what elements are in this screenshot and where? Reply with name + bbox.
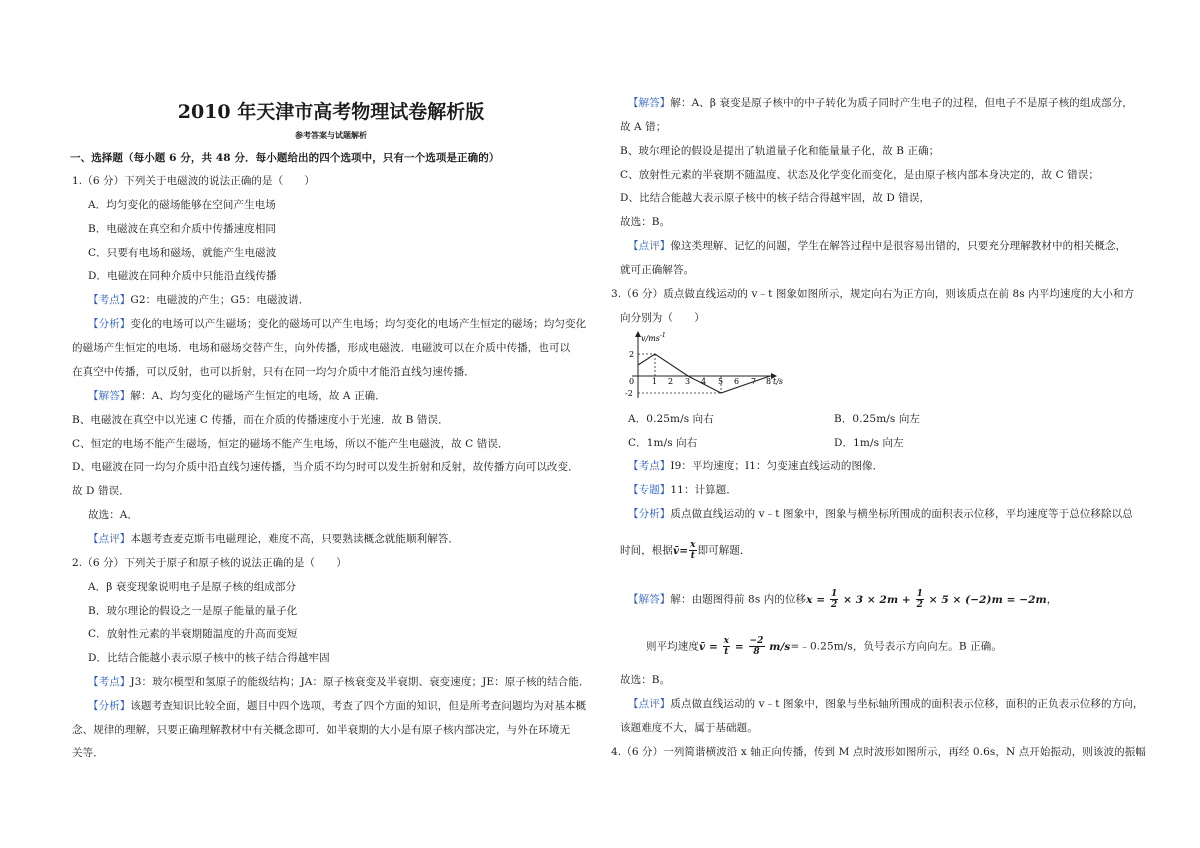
q1-dianping-text: 本题考查麦克斯韦电磁理论，难度不高，只要熟读概念就能顺利解答． [130,533,460,545]
q2-fenxi-line3: 关等． [72,747,104,759]
graph-ytick-2: 2 [629,350,635,359]
q1-option-c: C．只要有电场和磁场，就能产生电磁波 [88,247,277,259]
q3-fenxi-tag: 【分析】 [628,508,671,520]
q2-fenxi-line1: 该题考查知识比较全面，题目中四个选项，考查了四个方面的知识，但是所考查问题均为对基本概 [130,700,587,712]
q3-option-a: A．0.25m/s 向右 [628,413,714,425]
section-heading: 一、选择题（每小题 6 分，共 48 分．每小题给出的四个选项中，只有一个选项是正确的） [70,152,500,164]
q1-fenxi [88,317,586,331]
q1-fenxi-line3: 在真空中传播，可以反射，也可以折射，只有在同一均匀介质中才能沿直线匀速传播． [72,366,475,378]
graph-ytick-neg2: -2 [625,389,633,398]
q2-jieda-line3: B、玻尔理论的假设是提出了轨道量子化和能量量子化，故 B 正确； [620,145,940,157]
q3-option-d: D．1m/s 向左 [834,437,904,449]
graph-xtick-5: 5 [718,377,724,386]
q3-zhuanti-tag: 【专题】 [628,484,671,496]
q3-dianping [628,697,1143,711]
q1-jieda-line2: B、电磁波在真空中以光速 C 传播，而在介质的传播速度小于光速．故 B 错误． [72,414,449,426]
q1-kaodian-tag: 【考点】 [88,294,131,306]
q1-option-a: A．均匀变化的磁场能够在空间产生电场 [88,199,276,211]
q3-jieda-line2-pre: 则平均速度 [646,640,699,653]
q2-kaodian [88,675,590,689]
q2-jieda-tag: 【解答】 [628,97,671,109]
q2-jieda-line2: 故 A 错； [620,121,667,133]
q2-fenxi-tag: 【分析】 [88,700,131,712]
document-subtitle: 参考答案与试题解析 [295,130,367,140]
q2-jieda-line1: 解：A、β 衰变是原子核中的中子转化为质子同时产生电子的过程，但电子不是原子核的组成部分， [670,97,1133,109]
q3-dianping-line1: 质点做直线运动的 v﹣t 图象中，图象与坐标轴所围成的面积表示位移，面积的正负表示位移的方向， [670,698,1144,710]
q2-jieda [628,96,1133,110]
q1-kaodian-text: G2：电磁波的产生；G5：电磁波谱． [130,294,310,306]
q3-stem-line2: 向分别为（ ） [620,312,705,324]
q2-option-a: A．β 衰变现象说明电子是原子核的组成部分 [88,581,297,593]
graph-ytick-0: 0 [629,377,635,386]
q2-dianping-tag: 【点评】 [628,240,671,252]
graph-xtick-3: 3 [685,377,691,386]
vt-graph [626,326,791,402]
q1-fenxi-line2: 的磁场产生恒定的电场．电场和磁场交替产生，向外传播，形成电磁波．电磁波可以在介质中传播，也可以 [72,342,571,354]
q1-jieda-line1: 解：A、均匀变化的磁场产生恒定的电场，故 A 正确． [130,390,386,402]
q3-dianping-line2: 该题难度不大，属于基础题。 [620,722,758,734]
q3-option-b: B．0.25m/s 向左 [834,413,921,425]
q2-stem: 2.（6 分）下列关于原子和原子核的说法正确的是（ ） [72,557,347,569]
q3-option-c: C．1m/s 向右 [628,437,698,449]
graph-xtick-2: 2 [668,377,674,386]
q3-jieda-line2-post: =﹣0.25m/s，负号表示方向向左。B 正确。 [790,640,1002,653]
q1-dianping-tag: 【点评】 [88,533,131,545]
q1-fenxi-tag: 【分析】 [88,318,131,330]
q3-jieda-tag: 【解答】 [628,593,671,606]
velocity-line [638,354,770,393]
q1-jieda [88,389,386,403]
graph-xtick-8: 8 [766,377,772,386]
q3-dianping-tag: 【点评】 [628,698,671,710]
q2-fenxi [88,699,586,713]
avg-velocity-formula: v̄= $\frac{x}{t}$ [673,540,696,561]
q1-jieda-line4: D、电磁波在同一均匀介质中沿直线匀速传播，当介质不均匀时可以发生折射和反射，故传播方向可以改变． [72,461,579,473]
q3-kaodian-tag: 【考点】 [628,460,671,472]
q3-fenxi [628,507,1133,521]
q1-jieda-tag: 【解答】 [88,390,131,402]
graph-xtick-6: 6 [734,377,740,386]
q3-jieda: 【解答】解：由题图得前 8s 内的位移x = $\frac{1}{2}$ × 3 × 2m + $\frac{1}{2}$ × 5 × (−2)m = −2m， [628,589,1058,610]
q2-option-c: C．放射性元素的半衰期随温度的升高而变短 [88,628,298,640]
graph-xlabel: t/s [773,377,784,386]
q2-dianping-line2: 就可正确解答。 [620,264,695,276]
q2-dianping-line1: 像这类理解、记忆的问题，学生在解答过程中是很容易出错的，只要充分理解教材中的相关概念， [670,240,1127,252]
q2-jieda-line4: C、放射性元素的半衰期不随温度、状态及化学变化而变化，是由原子核内部本身决定的，故 C 错误； [620,169,1099,181]
q1-option-d: D．电磁波在同种介质中只能沿直线传播 [88,270,277,282]
q1-answer: 故选：A． [88,509,139,521]
graph-xtick-4: 4 [701,377,707,386]
q4-stem: 4.（6 分）一列简谐横波沿 x 轴正向传播，传到 M 点时波形如图所示，再经 0.6s，N 点开始振动，则该波的振幅 [611,746,1146,758]
q3-kaodian-text: I9：平均速度；I1：匀变速直线运动的图像． [670,460,884,472]
document-title: 2010 年天津市高考物理试卷解析版 [177,101,485,123]
q3-jieda-line1-pre: 解：由题图得前 8s 内的位移 [670,593,807,606]
q2-kaodian-tag: 【考点】 [88,676,131,688]
q2-option-b: B．玻尔理论的假设之一是原子能量的量子化 [88,605,298,617]
graph-xtick-1: 1 [652,377,658,386]
q3-fenxi-line2-post: 即可解题． [697,544,751,557]
q3-stem-line1: 3.（6 分）质点做直线运动的 v﹣t 图象如图所示，规定向右为正方向，则该质点在前 8s 内平均速度的大小和方 [611,288,1135,300]
q1-fenxi-line1: 变化的电场可以产生磁场；变化的磁场可以产生电场；均匀变化的电场产生恒定的磁场；均匀变化 [130,318,587,330]
q2-option-d: D．比结合能越小表示原子核中的核子结合得越牢固 [88,652,330,664]
graph-xtick-7: 7 [751,377,757,386]
q3-fenxi-line1: 质点做直线运动的 v﹣t 图象中，图象与横坐标所围成的面积表示位移，平均速度等于总位移除以总 [670,508,1133,520]
q3-fenxi-line2-pre: 时间，根据 [620,544,673,557]
q1-dianping [88,532,459,546]
q3-kaodian [628,459,883,473]
q3-zhuanti-text: 11：计算题． [670,484,737,496]
q2-fenxi-line2: 念、规律的理解，只要正确理解教材中有关概念即可．如半衰期的大小是有原子核内部决定，与外在环境无 [72,724,571,736]
q1-kaodian [88,293,309,307]
q3-answer: 故选：B。 [620,674,671,686]
graph-ylabel: $v/ms^{-1}$ [641,332,666,343]
displacement-formula: x = $\frac{1}{2}$ × 3 × 2m + $\frac{1}{2}$ × 5 × (−2)m = −2m [806,589,1047,610]
q1-jieda-line5: 故 D 错误． [72,485,130,497]
q1-option-b: B．电磁波在真空和介质中传播速度相同 [88,223,277,235]
q1-stem: 1.（6 分）下列关于电磁波的说法正确的是（ ） [72,175,316,187]
q2-jieda-line5: D、比结合能越大表示原子核中的核子结合得越牢固，故 D 错误， [620,192,931,204]
q3-fenxi-line2 [620,540,751,561]
q3-zhuanti [628,483,737,497]
q2-answer: 故选：B。 [620,216,671,228]
q1-jieda-line3: C、恒定的电场不能产生磁场，恒定的磁场不能产生电场，所以不能产生电磁波，故 C 错误． [72,438,509,450]
avg-velocity-calc: v̄ = $\frac{x}{t}$ = $\frac{-2}{8}$ m/s [699,636,791,657]
q2-kaodian-text: J3：玻尔模型和氢原子的能级结构；JA：原子核衰变及半衰期、衰变速度；JE：原子核的结合能． [130,676,590,688]
q3-jieda-line2 [646,636,1002,657]
q2-dianping [628,239,1126,253]
